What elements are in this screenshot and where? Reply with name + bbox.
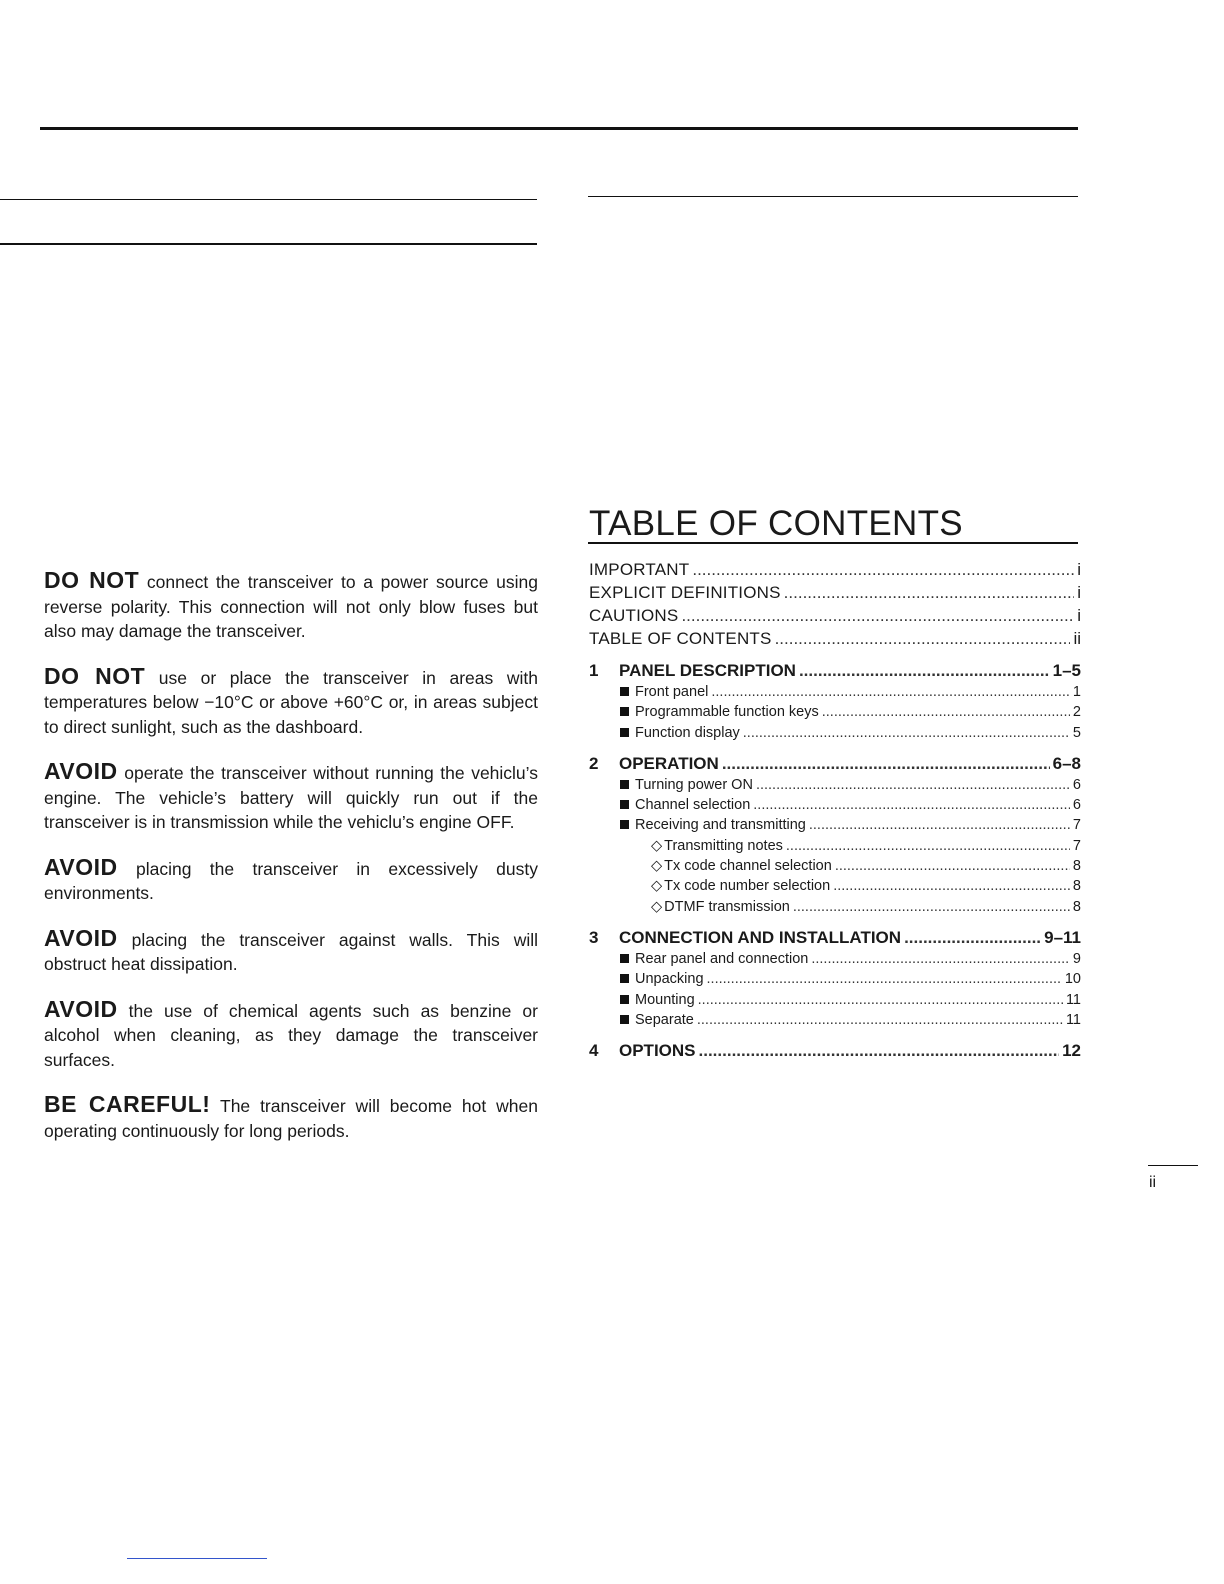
leader-dots <box>775 627 1071 650</box>
section-page: 9–11 <box>1044 927 1081 947</box>
toc-item-label: Programmable function keys <box>635 704 819 721</box>
toc-subitem-label-wrap <box>651 856 832 876</box>
leader-dots <box>722 753 1050 775</box>
toc-item-label-wrap <box>620 990 695 1010</box>
toc-subitem[interactable] <box>589 876 1081 896</box>
caution-paragraph <box>44 926 538 977</box>
left-header-rule-bottom <box>0 243 537 245</box>
leader-dots <box>811 949 1070 969</box>
toc-entry-label: EXPLICIT DEFINITIONS <box>589 583 781 602</box>
caution-keyword: AVOID <box>44 758 118 784</box>
toc-item[interactable] <box>589 815 1081 835</box>
toc-item-page: 1 <box>1072 684 1081 700</box>
toc-subitem-label: Tx code number selection <box>664 878 831 895</box>
toc-subitem-label: Tx code channel selection <box>664 858 832 875</box>
toc-entry-label: IMPORTANT <box>589 560 690 579</box>
leader-dots <box>799 660 1050 682</box>
leader-dots <box>692 558 1074 581</box>
toc-rule-top <box>588 196 1078 197</box>
toc-item[interactable] <box>589 723 1081 743</box>
leader-dots <box>822 702 1070 722</box>
caution-keyword: AVOID <box>44 853 118 880</box>
toc-entry-page: i <box>1077 606 1081 625</box>
leader-dots <box>753 795 1070 815</box>
toc-item-label-wrap <box>620 949 808 969</box>
toc-item-label: Receiving and transmitting <box>635 817 806 834</box>
leader-dots <box>698 990 1063 1010</box>
toc-entry-page: i <box>1077 560 1081 579</box>
toc-item-label: Turning power ON <box>635 776 753 793</box>
caution-text: placing the transceiver in excessively dusty environments. <box>44 858 538 903</box>
toc-subitem-page: 8 <box>1072 898 1081 915</box>
toc-subitem-page: 7 <box>1072 837 1081 854</box>
section-number: 3 <box>589 927 599 947</box>
toc-subitem[interactable] <box>589 836 1081 856</box>
caution-keyword: AVOID <box>44 995 118 1022</box>
toc-item[interactable] <box>589 702 1081 722</box>
toc-subitem-page: 8 <box>1072 858 1081 875</box>
toc-item-label: Channel selection <box>635 797 751 814</box>
caution-text: operate the transceiver without running the vehiclu’s engine. The vehicle’s battery will quickly run out if the transceiver is in transmission while the vehiclu’s engine OFF. <box>44 763 538 832</box>
square-bullet-icon <box>620 974 629 983</box>
toc-section-heading[interactable] <box>589 927 1081 949</box>
cautions-list <box>44 568 538 1163</box>
square-bullet-icon <box>620 1015 629 1024</box>
square-bullet-icon <box>620 954 629 963</box>
toc-item-page: 6 <box>1072 776 1081 793</box>
leader-dots <box>809 815 1070 835</box>
caution-keyword: DO NOT <box>44 567 140 593</box>
toc-item-label: Function display <box>635 724 740 741</box>
section-number: 2 <box>589 753 599 773</box>
section-page: 1–5 <box>1052 661 1081 680</box>
section-number: 1 <box>589 661 599 680</box>
caution-keyword: AVOID <box>44 924 118 951</box>
caution-paragraph <box>44 664 538 740</box>
top-rule <box>40 127 1078 130</box>
leader-dots <box>793 897 1070 917</box>
leader-dots <box>756 775 1070 795</box>
caution-paragraph <box>44 759 538 835</box>
toc-item-label-wrap <box>620 682 708 702</box>
toc-entry-label: CAUTIONS <box>589 606 679 625</box>
leader-dots <box>784 581 1075 604</box>
toc-item-page: 7 <box>1072 817 1081 834</box>
section-title: OPERATION <box>619 753 719 773</box>
toc-item-page: 9 <box>1072 950 1081 967</box>
toc-entry-page: i <box>1077 583 1081 602</box>
square-bullet-icon <box>620 800 629 809</box>
toc-entry[interactable] <box>589 581 1081 604</box>
toc-subitem-label-wrap <box>651 897 790 917</box>
toc-title: TABLE OF CONTENTS <box>589 504 963 543</box>
toc-item[interactable] <box>589 1010 1081 1030</box>
square-bullet-icon <box>620 707 629 716</box>
page-number: ii <box>1149 1174 1157 1191</box>
toc-entry[interactable] <box>589 604 1081 627</box>
toc-item[interactable] <box>589 775 1081 795</box>
toc-item-label-wrap <box>620 815 806 835</box>
section-title: OPTIONS <box>619 1041 696 1061</box>
caution-paragraph <box>44 997 538 1073</box>
diamond-bullet-icon: ◇ <box>651 858 663 875</box>
toc-item-page: 5 <box>1072 724 1081 741</box>
toc-item[interactable] <box>589 949 1081 969</box>
toc-subitem[interactable] <box>589 856 1081 876</box>
toc-subitem-label-wrap <box>651 876 830 896</box>
section-page: 6–8 <box>1052 753 1081 773</box>
toc-entry-page: ii <box>1073 629 1081 648</box>
toc-subitem-label-wrap <box>651 836 783 856</box>
diamond-bullet-icon: ◇ <box>651 878 663 895</box>
toc-entry-label: TABLE OF CONTENTS <box>589 629 772 648</box>
toc-item-label: Separate <box>635 1011 694 1028</box>
page-number-rule <box>1148 1165 1198 1166</box>
toc-item[interactable] <box>589 990 1081 1010</box>
square-bullet-icon <box>620 820 629 829</box>
toc-item[interactable] <box>589 795 1081 815</box>
toc-item-label: Mounting <box>635 991 695 1008</box>
leader-dots <box>697 1010 1063 1030</box>
left-header-rule-top <box>0 199 537 200</box>
toc-section <box>589 1040 1081 1062</box>
caution-text: The transceiver will become hot when operating continuously for long periods. <box>44 1096 538 1141</box>
leader-dots <box>711 682 1070 702</box>
section-title: CONNECTION AND INSTALLATION <box>619 927 902 947</box>
toc-item-label-wrap <box>620 775 753 795</box>
toc-section-heading[interactable] <box>589 660 1081 682</box>
toc-item-label: Front panel <box>635 684 709 700</box>
square-bullet-icon <box>620 995 629 1004</box>
diamond-bullet-icon: ◇ <box>651 898 663 915</box>
toc-item[interactable] <box>589 682 1081 702</box>
square-bullet-icon <box>620 780 629 789</box>
toc-item-page: 11 <box>1065 1011 1081 1028</box>
toc-subitem-label: DTMF transmission <box>664 898 790 915</box>
toc-item-page: 6 <box>1072 797 1081 814</box>
section-number: 4 <box>589 1041 599 1061</box>
toc-entry[interactable] <box>589 558 1081 581</box>
toc-section-heading[interactable] <box>589 753 1081 775</box>
toc-item-page: 2 <box>1072 704 1081 721</box>
toc-section <box>589 753 1081 917</box>
caution-paragraph <box>44 568 538 644</box>
caution-text: use or place the transceiver in areas with temperatures below −10°C or above +60°C or, in areas subject to direct sunlight, such as the dashboard. <box>44 667 538 737</box>
square-bullet-icon <box>620 687 629 696</box>
section-page: 12 <box>1062 1041 1081 1061</box>
caution-text: placing the transceiver against walls. This will obstruct heat dissipation. <box>44 929 538 974</box>
toc-item-label-wrap <box>620 1010 694 1030</box>
leader-dots <box>707 969 1062 989</box>
leader-dots <box>833 876 1070 896</box>
leader-dots <box>681 604 1074 627</box>
toc-item-page: 11 <box>1065 991 1081 1008</box>
leader-dots <box>786 836 1070 856</box>
caution-text: the use of chemical agents such as benzine or alcohol when cleaning, as they damage the transceiver surfaces. <box>44 1000 538 1070</box>
toc-subitem[interactable] <box>589 897 1081 917</box>
square-bullet-icon <box>620 728 629 737</box>
toc-item-label-wrap <box>620 723 740 743</box>
caution-paragraph <box>44 855 538 906</box>
toc-item[interactable] <box>589 969 1081 989</box>
leader-dots <box>904 927 1041 949</box>
toc-item-label: Unpacking <box>635 971 704 988</box>
toc-subitem-label: Transmitting notes <box>664 837 783 854</box>
leader-dots <box>699 1040 1060 1062</box>
section-title: PANEL DESCRIPTION <box>619 661 796 680</box>
caution-paragraph <box>44 1092 538 1143</box>
leader-dots <box>743 723 1070 743</box>
toc-entry[interactable] <box>589 627 1081 650</box>
table-of-contents <box>589 558 1081 1062</box>
leader-dots <box>835 856 1070 876</box>
toc-section <box>589 927 1081 1030</box>
toc-section <box>589 660 1081 743</box>
toc-item-page: 10 <box>1064 971 1081 988</box>
caution-keyword: DO NOT <box>44 662 146 689</box>
caution-text: connect the transceiver to a power source using reverse polarity. This connection will not only blow fuses but also may damage the transceiver. <box>44 572 538 641</box>
toc-item-label-wrap <box>620 795 750 815</box>
toc-item-label-wrap <box>620 702 819 722</box>
bottom-mark <box>127 1558 267 1559</box>
diamond-bullet-icon: ◇ <box>651 837 663 854</box>
toc-section-heading[interactable] <box>589 1040 1081 1062</box>
toc-subitem-page: 8 <box>1072 878 1081 895</box>
toc-item-label-wrap <box>620 969 704 989</box>
caution-keyword: BE CAREFUL! <box>44 1091 211 1117</box>
toc-item-label: Rear panel and connection <box>635 950 809 967</box>
